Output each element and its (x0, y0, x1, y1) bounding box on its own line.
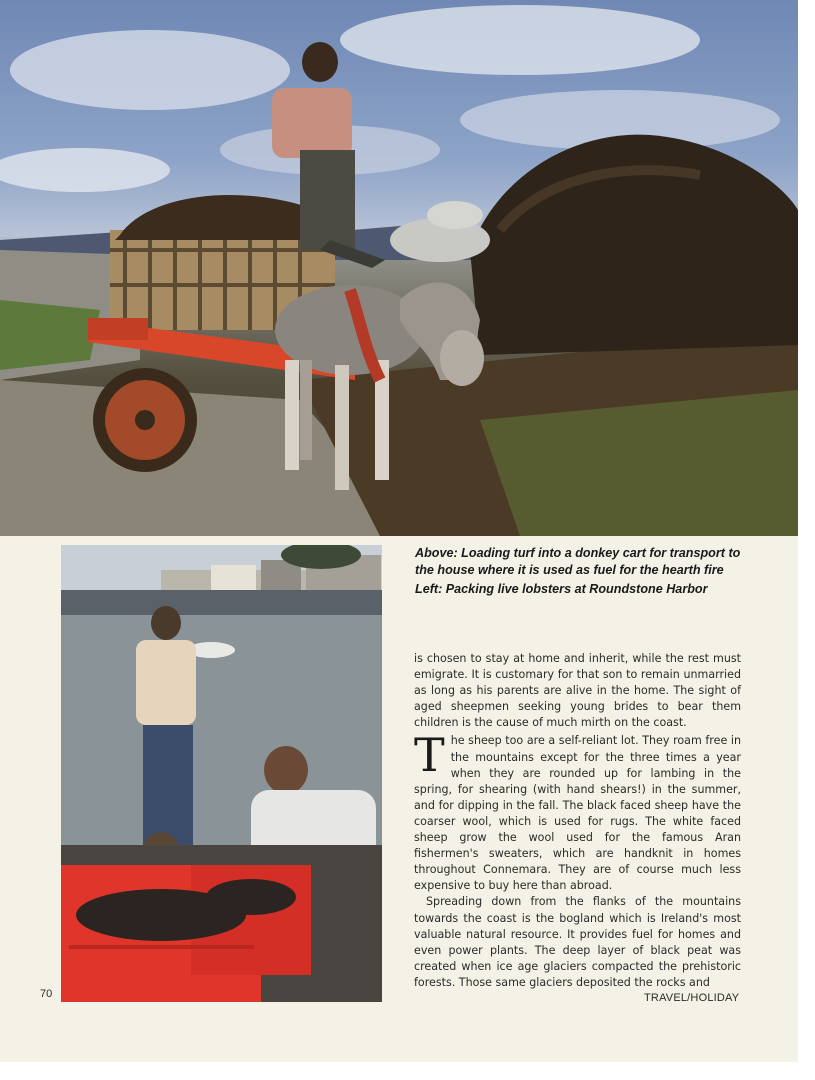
article-body (414, 651, 741, 991)
photo-captions (415, 545, 743, 600)
paragraph-2 (414, 728, 741, 894)
photo-lobsters-illustration (61, 545, 382, 1002)
caption-above: Above: Loading turf into a donkey cart for transport to the house where it is used as fuel for the hearth fire (415, 546, 741, 577)
caption-left: Left: Packing live lobsters at Roundstone Harbor (415, 582, 708, 596)
page-number: 70 (40, 988, 53, 1000)
paragraph-1: is chosen to stay at home and inherit, while the rest must emigrate. It is customary for that son to remain unmarried as long as his parents are alive in the home. The sight of aged sheepmen seeking young brides to bear them children is the cause of much mirth on the coast. (414, 652, 741, 730)
paragraph-2-text: he sheep too are a self-reliant lot. They roam free in the mountains except for the three times a year when they are rounded up for lambing in the spring, for shearing (with hand shears!) in the summer, and for dipping in the fall. The black faced sheep have the coarser wool, which is used for rugs. The white faced sheep grow the wool used for the famous Aran fishermen's sweaters, which are handknit in homes throughout Connemara. They are of course much less expensive to buy here than abroad. (414, 734, 741, 893)
photo-packing-lobsters (61, 545, 382, 1002)
magazine-footer: TRAVEL/HOLIDAY (644, 992, 740, 1004)
scan-border-bottom (0, 1062, 815, 1080)
drop-cap: T (414, 728, 445, 783)
photo-donkey-cart-turf (0, 0, 798, 536)
scan-border-right (798, 0, 815, 1080)
photo-donkey-cart-illustration (0, 0, 798, 536)
paragraph-3: Spreading down from the flanks of the mountains towards the coast is the bogland which is Ireland's most valuable natural resource. It provides fuel for homes and even power plants. The deep layer of black peat was created when ice age glaciers compacted the prehistoric forests. Those same glaciers deposited the rocks and (414, 895, 741, 989)
